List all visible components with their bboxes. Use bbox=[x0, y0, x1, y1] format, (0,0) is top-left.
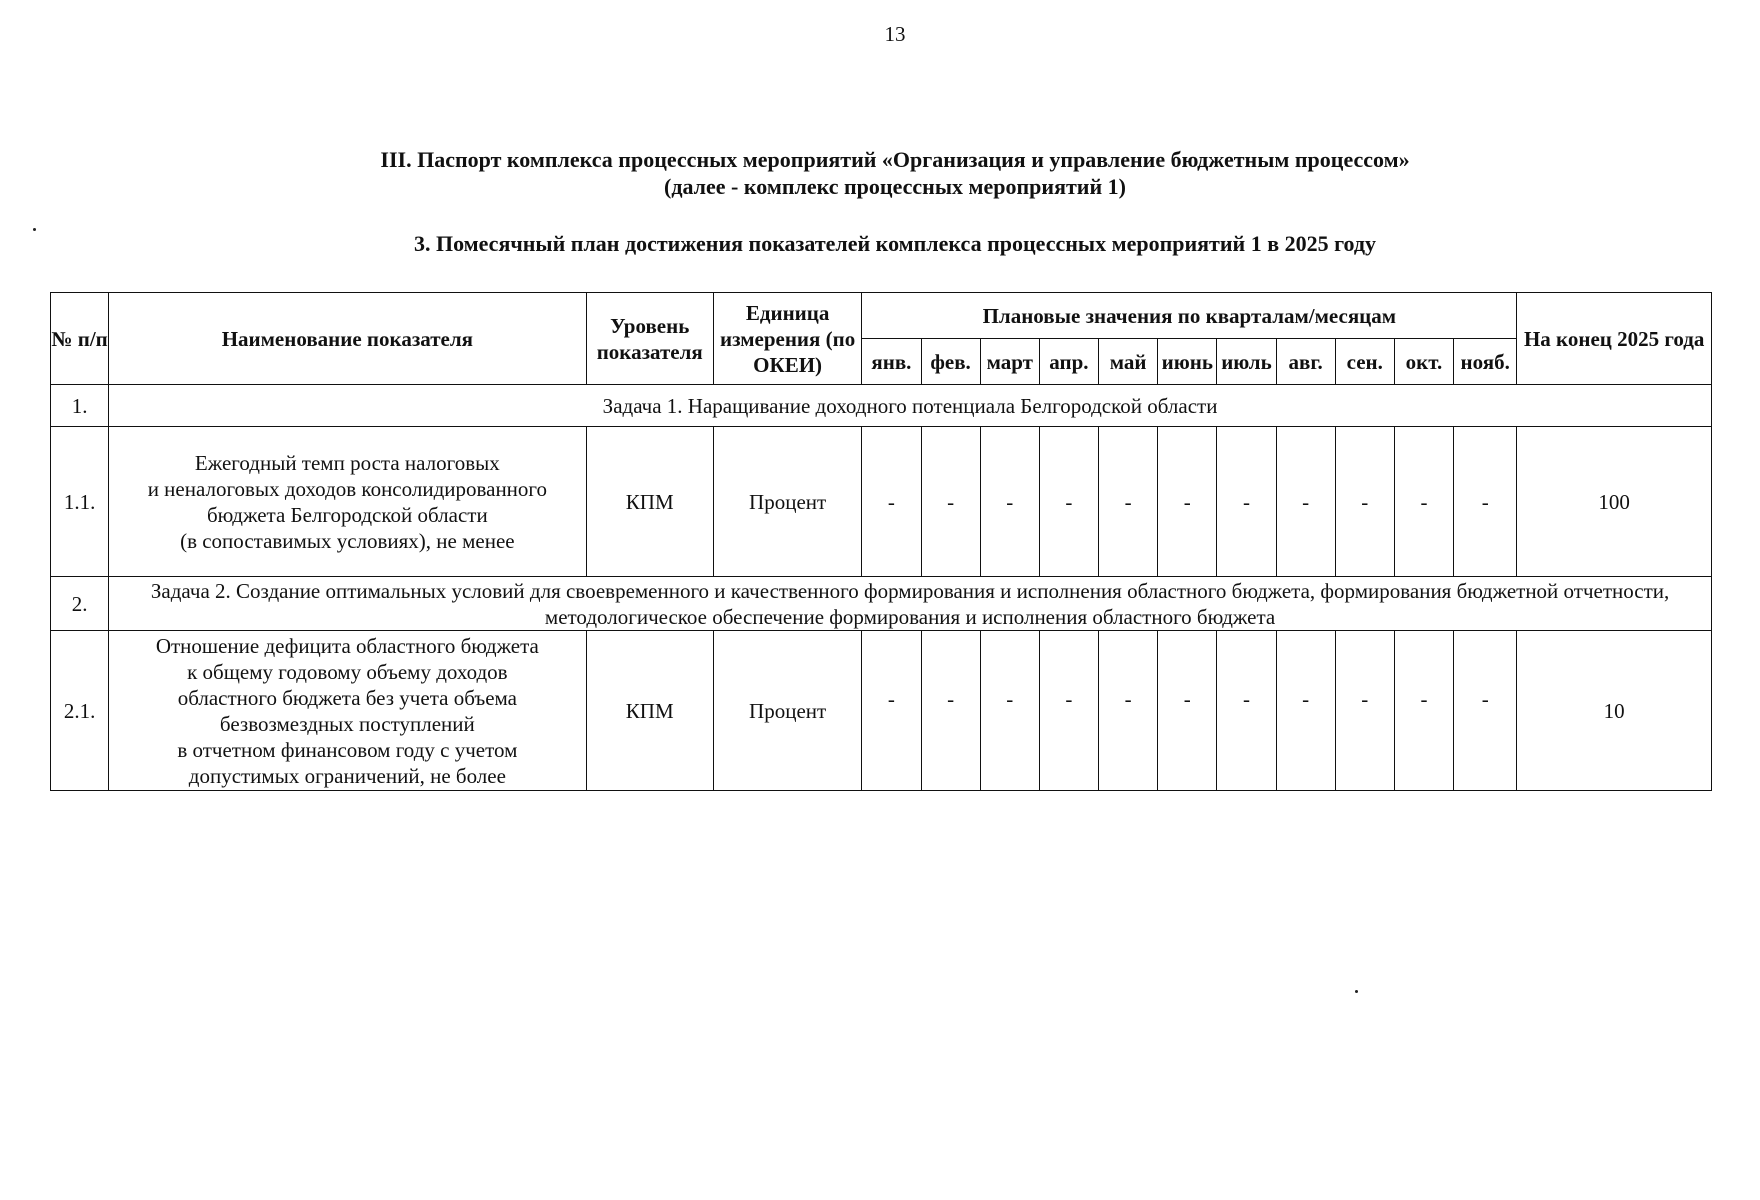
month-header: апр. bbox=[1039, 339, 1098, 385]
month-value: - bbox=[862, 427, 921, 577]
scan-speck bbox=[1355, 990, 1358, 993]
col-header-level: Уровень показателя bbox=[586, 293, 713, 385]
month-value: - bbox=[1099, 427, 1158, 577]
month-header: март bbox=[980, 339, 1039, 385]
month-value: - bbox=[1335, 427, 1394, 577]
col-header-num: № п/п bbox=[51, 293, 109, 385]
month-value-text: - bbox=[1183, 686, 1191, 711]
end-of-year-value: 100 bbox=[1517, 427, 1712, 577]
month-header: фев. bbox=[921, 339, 980, 385]
indicator-row bbox=[51, 631, 1712, 791]
indicator-name-line: (в сопоставимых условиях), не менее bbox=[180, 528, 515, 553]
month-header: янв. bbox=[862, 339, 921, 385]
indicator-level: КПМ bbox=[586, 427, 713, 577]
month-value: - bbox=[1394, 427, 1453, 577]
task-row bbox=[51, 385, 1712, 427]
month-header: май bbox=[1099, 339, 1158, 385]
month-value bbox=[1099, 631, 1158, 791]
indicator-name bbox=[109, 631, 586, 791]
row-number: 2. bbox=[51, 577, 109, 631]
month-value-text: - bbox=[1242, 686, 1250, 711]
indicator-name bbox=[109, 427, 586, 577]
indicator-name-line: бюджета Белгородской области bbox=[206, 502, 488, 527]
month-value bbox=[1158, 631, 1217, 791]
indicator-unit: Процент bbox=[713, 427, 861, 577]
month-value-text: - bbox=[1124, 686, 1132, 711]
col-header-name: Наименование показателя bbox=[109, 293, 586, 385]
table-title: 3. Помесячный план достижения показателей комплекса процессных мероприятий 1 в 2025 году bbox=[413, 231, 1377, 256]
indicator-row bbox=[51, 427, 1712, 577]
indicator-name-line: и неналоговых доходов консолидированного bbox=[147, 476, 548, 501]
month-value bbox=[921, 631, 980, 791]
indicator-name-line: безвозмездных поступлений bbox=[219, 711, 475, 736]
month-value: - bbox=[1039, 427, 1098, 577]
task-description: Задача 1. Наращивание доходного потенциала Белгородской области bbox=[109, 385, 1712, 427]
month-value: - bbox=[1454, 427, 1517, 577]
page-number: 13 bbox=[884, 22, 906, 46]
month-value-text: - bbox=[887, 686, 895, 711]
month-header: сен. bbox=[1335, 339, 1394, 385]
indicator-name-line: Ежегодный темп роста налоговых bbox=[194, 450, 500, 475]
month-value bbox=[1217, 631, 1276, 791]
month-header: окт. bbox=[1394, 339, 1453, 385]
month-value-text: - bbox=[1065, 686, 1073, 711]
end-of-year-value: 10 bbox=[1517, 631, 1712, 791]
section-title bbox=[0, 146, 1760, 200]
indicator-level: КПМ bbox=[586, 631, 713, 791]
month-header: июль bbox=[1217, 339, 1276, 385]
month-value bbox=[1394, 631, 1453, 791]
indicator-name-line: Отношение дефицита областного бюджета bbox=[155, 633, 539, 658]
row-number: 1. bbox=[51, 385, 109, 427]
month-header: авг. bbox=[1276, 339, 1335, 385]
row-number: 2.1. bbox=[51, 631, 109, 791]
section-title-line-1: III. Паспорт комплекса процессных мероприятий «Организация и управление бюджетным процессом» bbox=[380, 147, 1410, 172]
month-value: - bbox=[1158, 427, 1217, 577]
month-value-text: - bbox=[1481, 686, 1489, 711]
row-number: 1.1. bbox=[51, 427, 109, 577]
section-title-line-2: (далее - комплекс процессных мероприятий 1) bbox=[664, 174, 1126, 199]
indicator-name-line: в отчетном финансовом году с учетом bbox=[177, 737, 518, 762]
scan-speck bbox=[33, 228, 36, 231]
month-value bbox=[980, 631, 1039, 791]
monthly-plan-table bbox=[50, 292, 1712, 791]
month-value-text: - bbox=[1361, 686, 1369, 711]
month-value-text: - bbox=[947, 686, 955, 711]
month-value bbox=[1039, 631, 1098, 791]
task-row bbox=[51, 577, 1712, 631]
indicator-name-line: к общему годовому объему доходов bbox=[187, 659, 508, 684]
month-value bbox=[1454, 631, 1517, 791]
indicator-name-line: областного бюджета без учета объема bbox=[177, 685, 517, 710]
indicator-name-line: допустимых ограничений, не более bbox=[188, 763, 506, 788]
month-header: июнь bbox=[1158, 339, 1217, 385]
month-value bbox=[862, 631, 921, 791]
month-value-text: - bbox=[1302, 686, 1310, 711]
month-value-text: - bbox=[1420, 686, 1428, 711]
month-value: - bbox=[1276, 427, 1335, 577]
month-value-text: - bbox=[1006, 686, 1014, 711]
col-header-end: На конец 2025 года bbox=[1517, 293, 1712, 385]
indicator-unit: Процент bbox=[713, 631, 861, 791]
month-value: - bbox=[1217, 427, 1276, 577]
month-value: - bbox=[980, 427, 1039, 577]
col-header-plan: Плановые значения по кварталам/месяцам bbox=[862, 293, 1517, 339]
task-description: Задача 2. Создание оптимальных условий для своевременного и качественного формирования и исполнения областного бюджета, формирования бюджетной отчетности, методологическое обеспечение формирования и исполнения областного бюджета bbox=[109, 577, 1712, 631]
col-header-unit: Единица измерения (по ОКЕИ) bbox=[713, 293, 861, 385]
month-value: - bbox=[921, 427, 980, 577]
header-row bbox=[51, 293, 1712, 339]
month-value bbox=[1276, 631, 1335, 791]
month-header: нояб. bbox=[1454, 339, 1517, 385]
month-value bbox=[1335, 631, 1394, 791]
